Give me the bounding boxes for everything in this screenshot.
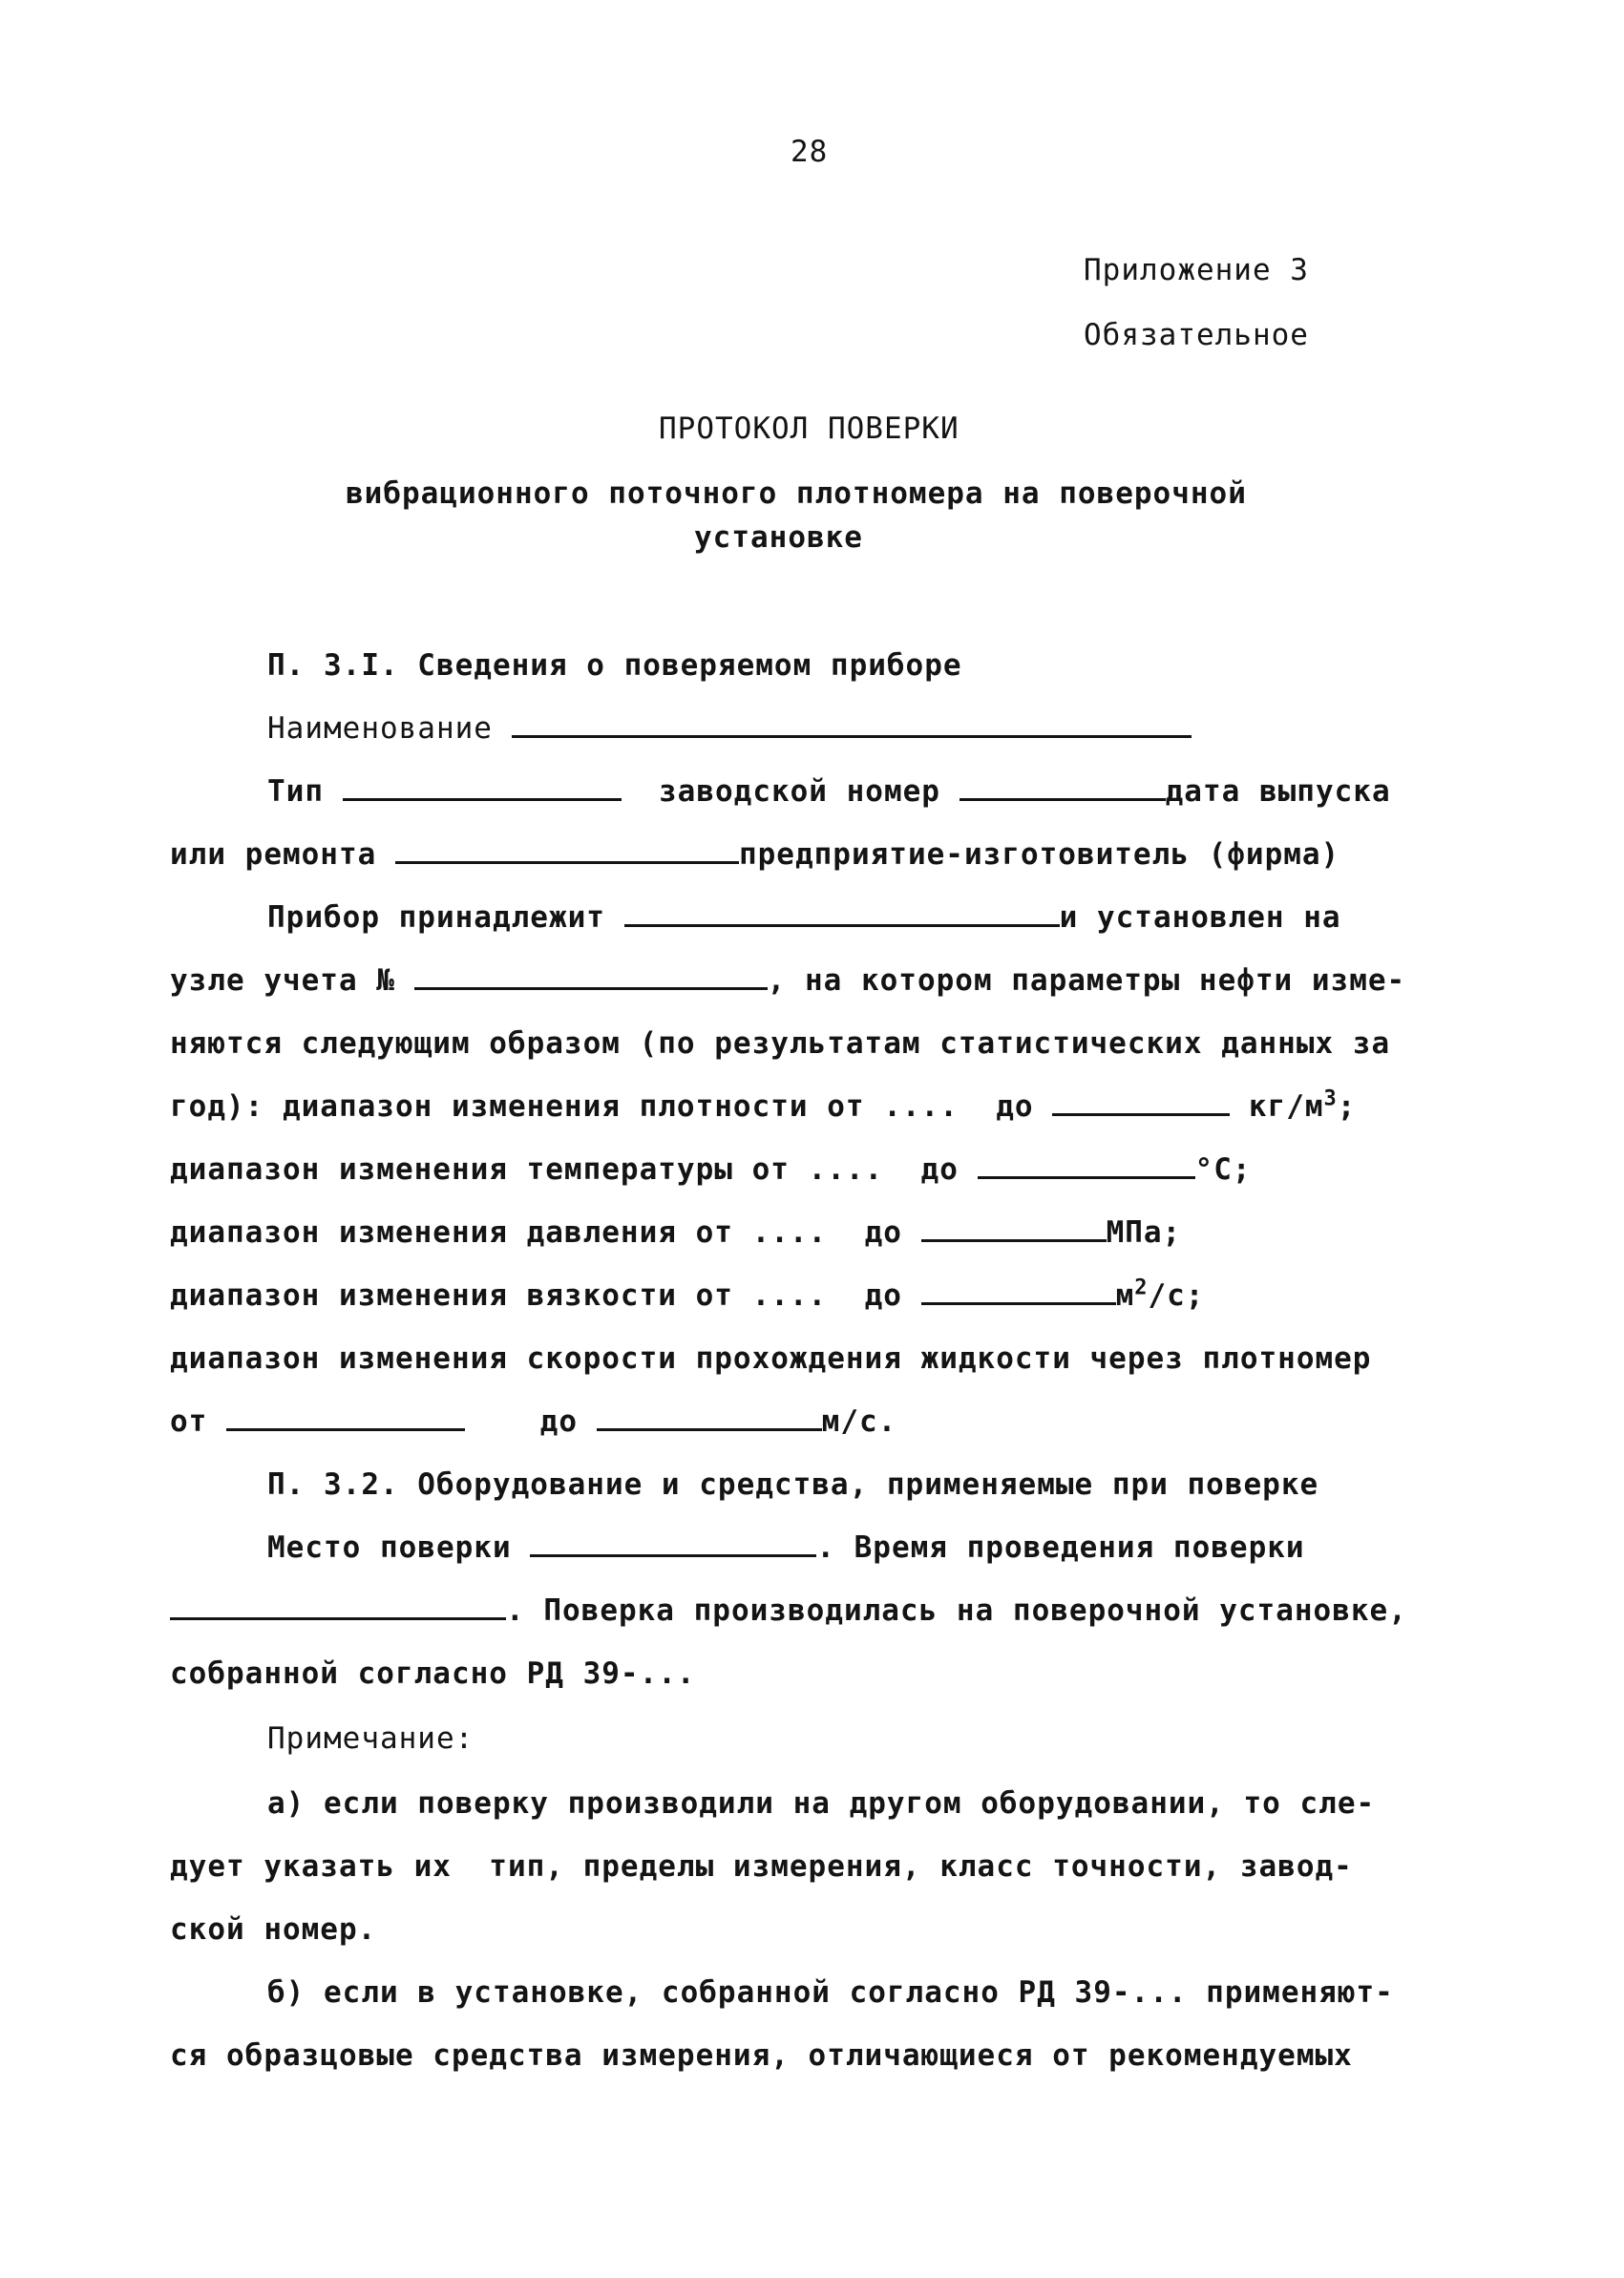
- pressure-unit: МПа;: [1106, 1215, 1182, 1250]
- temperature-range-label: диапазон изменения температуры от ....: [170, 1152, 884, 1187]
- density-range-label: год): диапазон изменения плотности от ....: [170, 1089, 959, 1124]
- temperature-row: [170, 1150, 1252, 1190]
- density-to-field[interactable]: [1052, 1088, 1230, 1116]
- speed-from-label: от: [170, 1404, 208, 1439]
- section-2-heading: П. 3.2. Оборудование и средства, применяемые при поверке: [267, 1467, 1319, 1502]
- place-label: Место поверки: [267, 1530, 512, 1565]
- serial-label: заводской номер: [659, 774, 940, 809]
- assembled-text: собранной согласно РД 39-...: [170, 1656, 696, 1691]
- note-a-line-3: ской номер.: [170, 1912, 377, 1947]
- speed-to-field[interactable]: [597, 1403, 822, 1431]
- speed-from-field[interactable]: [226, 1403, 465, 1431]
- params-text: , на котором параметры нефти изме-: [767, 963, 1406, 998]
- temperature-unit: °С;: [1194, 1152, 1252, 1187]
- time-label: . Время проведения поверки: [816, 1530, 1305, 1565]
- owner-field[interactable]: [624, 899, 1060, 927]
- performed-text: . Поверка производилась на поверочной установке,: [506, 1593, 1407, 1628]
- pressure-row: [170, 1213, 1181, 1253]
- note-a-line-1: а) если поверку производили на другом оборудовании, то сле-: [267, 1786, 1376, 1821]
- viscosity-unit-exp: 2: [1134, 1276, 1149, 1300]
- type-row: [267, 771, 1391, 812]
- appendix-label: Приложение 3: [1084, 253, 1309, 287]
- page-number: 28: [791, 135, 829, 169]
- repair-row: [170, 834, 1339, 875]
- temperature-to-label: до: [920, 1152, 959, 1187]
- density-to-label: до: [996, 1089, 1034, 1124]
- viscosity-row: [170, 1276, 1204, 1316]
- speed-range-label: диапазон изменения скорости прохождения жидкости через плотномер: [170, 1341, 1372, 1376]
- speed-unit: м/с.: [821, 1404, 897, 1439]
- density-unit-end: ;: [1337, 1089, 1357, 1124]
- density-unit-exp: 3: [1323, 1086, 1338, 1111]
- place-field[interactable]: [530, 1529, 816, 1557]
- name-row: [267, 708, 1192, 749]
- time-field[interactable]: [170, 1592, 506, 1620]
- params-text-line-2: няются следующим образом (по результатам статистических данных за: [170, 1026, 1391, 1061]
- repair-label: или ремонта: [170, 837, 377, 872]
- section-1-heading: П. 3.I. Сведения о поверяемом приборе: [267, 648, 962, 683]
- serial-field[interactable]: [960, 773, 1166, 801]
- appendix-status: Обязательное: [1084, 318, 1309, 352]
- temperature-to-field[interactable]: [978, 1151, 1195, 1179]
- node-number-field[interactable]: [414, 962, 768, 990]
- place-row: [267, 1528, 1305, 1568]
- repair-date-field[interactable]: [395, 836, 739, 864]
- release-date-label: дата выпуска: [1165, 774, 1391, 809]
- document-subtitle: вибрационного поточного плотномера на поверочной: [346, 476, 1247, 511]
- viscosity-to-label: до: [864, 1278, 902, 1313]
- manufacturer-label: предприятие-изготовитель (фирма): [738, 837, 1340, 872]
- pressure-range-label: диапазон изменения давления от ....: [170, 1215, 828, 1250]
- node-row: [170, 960, 1405, 1001]
- time-row: [170, 1591, 1407, 1631]
- speed-to-label: до: [539, 1404, 578, 1439]
- name-label: Наименование: [267, 711, 493, 746]
- note-a-line-2: дует указать их тип, пределы измерения, класс точности, завод-: [170, 1849, 1353, 1884]
- note-b-line-1: б) если в установке, собранной согласно РД 39-... применяют-: [267, 1975, 1394, 2010]
- document-subtitle-cont: установке: [694, 520, 863, 555]
- owner-label: Прибор принадлежит: [267, 900, 605, 935]
- document-title: ПРОТОКОЛ ПОВЕРКИ: [659, 411, 960, 446]
- density-row: [170, 1086, 1356, 1127]
- viscosity-unit-end: /с;: [1148, 1278, 1205, 1313]
- node-label: узле учета №: [170, 963, 395, 998]
- viscosity-to-field[interactable]: [921, 1277, 1116, 1305]
- pressure-to-label: до: [864, 1215, 902, 1250]
- installed-label: и установлен на: [1059, 900, 1341, 935]
- pressure-to-field[interactable]: [921, 1214, 1107, 1242]
- viscosity-unit: м: [1115, 1278, 1135, 1313]
- type-field[interactable]: [343, 773, 622, 801]
- owner-row: [267, 897, 1341, 938]
- name-field[interactable]: [512, 710, 1192, 738]
- note-b-line-2: ся образцовые средства измерения, отличающиеся от рекомендуемых: [170, 2038, 1353, 2073]
- note-label: Примечание:: [267, 1721, 475, 1756]
- viscosity-range-label: диапазон изменения вязкости от ....: [170, 1278, 828, 1313]
- density-unit: кг/м: [1248, 1089, 1324, 1124]
- speed-row: [170, 1402, 896, 1442]
- type-label: Тип: [267, 774, 324, 809]
